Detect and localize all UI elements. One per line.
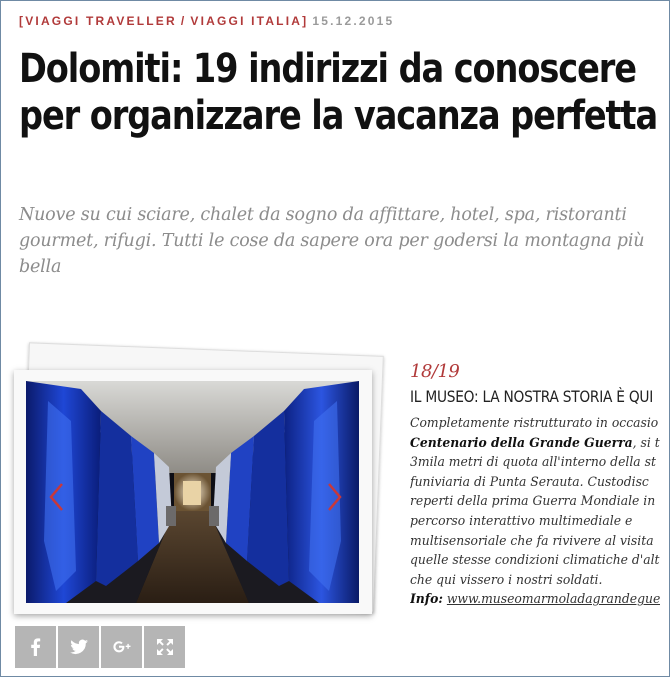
caption-line: che qui vissero i nostri soldati.	[410, 572, 603, 588]
caption-line: Completamente ristrutturato in occasio	[410, 416, 659, 431]
facebook-icon	[26, 637, 46, 657]
slide-description	[410, 414, 660, 610]
gallery-prev-arrow[interactable]	[46, 481, 68, 513]
publish-date: 15.12.2015	[312, 14, 395, 28]
google-plus-icon	[112, 637, 132, 657]
info-line	[410, 590, 660, 610]
caption-line: multisensoriale che fa rivivere al visita	[410, 533, 654, 549]
caption-line: percorso interattivo multimediale e	[410, 513, 633, 529]
info-label: Info:	[410, 592, 443, 608]
share-bar	[15, 626, 187, 668]
slide-title: IL MUSEO: LA NOSTRA STORIA È QUI	[410, 387, 654, 406]
caption-line: reperti della prima Guerra Mondiale in	[410, 494, 656, 510]
twitter-icon	[69, 637, 89, 657]
caption-line: Centenario della Grande Guerra, si t	[410, 435, 660, 451]
article-subtitle: Nuove su cui sciare, chalet da sogno da affittare, hotel, spa, ristoranti gourmet, rifugi. Tutti le cose da sapere ora per godersi la montagna più bella	[19, 205, 645, 277]
breadcrumb-separator: /	[180, 14, 187, 28]
museum-website-link[interactable]: www.museomarmoladagrandegue	[446, 592, 660, 608]
caption-line: quelle stesse condizioni climatiche d'alt	[410, 553, 660, 569]
caption-line: funiviaria di Punta Serauta. Custodisc	[410, 474, 649, 490]
breadcrumb-link-viaggi-traveller[interactable]: VIAGGI TRAVELLER	[25, 14, 177, 28]
breadcrumb-open-bracket: [	[19, 14, 26, 28]
slide-counter: 18/19	[410, 361, 460, 382]
chevron-left-icon	[46, 481, 68, 513]
share-facebook-button[interactable]	[15, 626, 56, 668]
gallery-photo-card	[14, 370, 372, 614]
caption-line: 3mila metri di quota all'interno della st	[410, 455, 656, 471]
fullscreen-button[interactable]	[144, 626, 185, 668]
article-title: Dolomiti: 19 indirizzi da conoscere per organizzare la vacanza perfetta	[19, 46, 658, 139]
share-google-plus-button[interactable]	[101, 626, 142, 668]
breadcrumb-close-bracket: ]	[302, 14, 309, 28]
gallery-next-arrow[interactable]	[323, 481, 345, 513]
gallery-caption	[410, 361, 670, 406]
museum-corridor-image	[26, 381, 359, 603]
share-twitter-button[interactable]	[58, 626, 99, 668]
chevron-right-icon	[323, 481, 345, 513]
gallery-photo	[26, 381, 359, 603]
breadcrumb-link-viaggi-italia[interactable]: VIAGGI ITALIA	[190, 14, 303, 28]
breadcrumb	[19, 14, 394, 28]
fullscreen-icon	[155, 637, 175, 657]
